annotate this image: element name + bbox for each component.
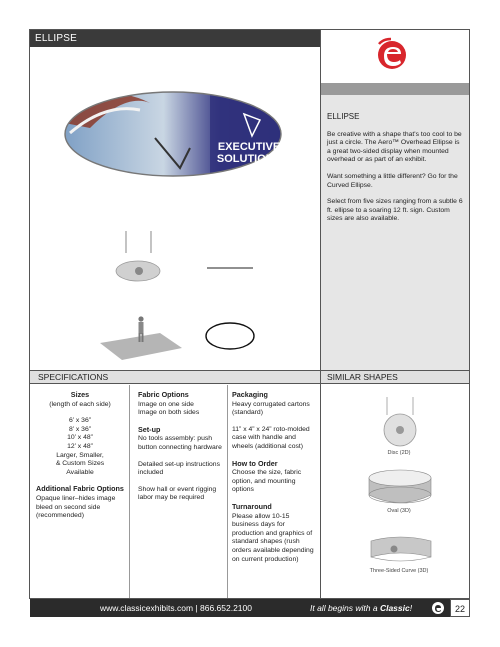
tagline-brand: Classic [379, 603, 410, 613]
spec-column-divider [227, 385, 228, 598]
footer-tagline [310, 600, 428, 616]
spec-column-packaging [232, 391, 318, 564]
logo-area [321, 30, 469, 83]
fabric-options-title: Fabric Options [138, 390, 189, 399]
order-text: Choose the size, fabric option, and mounting options [232, 469, 302, 494]
setup-text: No tools assembly: push button connecting hardware [138, 435, 222, 451]
additional-options-text: Opaque liner–hides image bleed on second side (recommended) [36, 494, 116, 520]
ellipse-banner [60, 88, 290, 178]
similar-shape-label: Three-Sided Curve (3D) [369, 568, 429, 574]
packaging-text: Heavy corrugated cartons (standard) [232, 400, 310, 417]
similar-shape-label: Oval (3D) [387, 508, 411, 514]
description-paragraph: Want something a little different? Go for the Curved Ellipse. [327, 172, 458, 189]
description [327, 113, 465, 232]
similar-shapes-illustrations [321, 385, 469, 598]
classic-logo-icon [321, 30, 469, 83]
setup-text: Detailed set-up instructions included [138, 460, 220, 477]
footer-contact: www.classicexhibits.com | 866.652.2100 [100, 603, 252, 613]
size-item: 12’ x 48” [67, 442, 93, 450]
size-item: Available [66, 468, 94, 476]
three-sided-curve-shape [371, 537, 431, 561]
hanging-ellipse [116, 231, 160, 281]
similar-shape-label: Disc (2D) [387, 450, 411, 456]
sizes-subtitle: (length of each side) [49, 400, 111, 408]
turnaround-title: Turnaround [232, 501, 272, 511]
oval-3d-shape [369, 470, 431, 503]
specifications-heading: SPECIFICATIONS [30, 371, 320, 384]
tagline-end: ! [409, 603, 413, 613]
description-heading: ELLIPSE [327, 112, 360, 121]
banner-text-line1: EXECUTIVE [217, 141, 281, 153]
size-item: 10’ x 48” [67, 434, 93, 442]
outline-ellipse [206, 323, 254, 349]
packaging-title: Packaging [232, 390, 268, 399]
tagline-text: It all begins with a [310, 603, 380, 613]
fabric-option: Image on one side [138, 400, 194, 408]
spec-column-fabric [138, 391, 224, 503]
sizes-title: Sizes [70, 390, 90, 399]
banner-text-line2: SOLUTIONS [216, 153, 282, 165]
turnaround-text: Please allow 10-15 business days for production and graphics of standard shapes (rush orders available depending on current production) [232, 512, 314, 563]
page-title: ELLIPSE [30, 30, 320, 47]
additional-options-title: Additional Fabric Options [36, 484, 124, 494]
size-item: Larger, Smaller, [56, 451, 104, 459]
size-item: 8’ x 36” [68, 425, 92, 433]
size-item: & Custom Sizes [55, 460, 105, 468]
fabric-option: Image on both sides [138, 409, 200, 417]
order-title: How to Order [232, 458, 278, 468]
disc-shape [384, 397, 416, 446]
header-band [321, 83, 469, 95]
description-paragraph: Be creative with a shape that's too cool to be just a circle. The Aero™ Overhead Ellipse is a great two-sided display when mounted overhead or as part of an exhibit. [327, 130, 462, 164]
description-paragraph: Select from five sizes ranging from a subtle 6 ft. ellipse to a soaring 12 ft. sign. Custom sizes are also available. [327, 198, 463, 223]
spec-column-divider [129, 385, 130, 598]
similar-shapes-panel [321, 385, 469, 598]
spec-column-sizes [36, 391, 124, 521]
page-number: 22 [450, 599, 470, 617]
packaging-text: 11” x 4” x 24” roto-molded case with handle and wheels (additional cost) [232, 425, 310, 450]
similar-shapes-heading: SIMILAR SHAPES [321, 371, 469, 384]
setup-title: Set-up [138, 424, 161, 434]
setup-text: Show hall or event rigging labor may be required [138, 485, 217, 502]
footer-logo-icon [430, 601, 446, 615]
product-illustration [30, 48, 320, 370]
scale-figure [100, 316, 182, 360]
size-item: 6’ x 36” [68, 417, 92, 425]
